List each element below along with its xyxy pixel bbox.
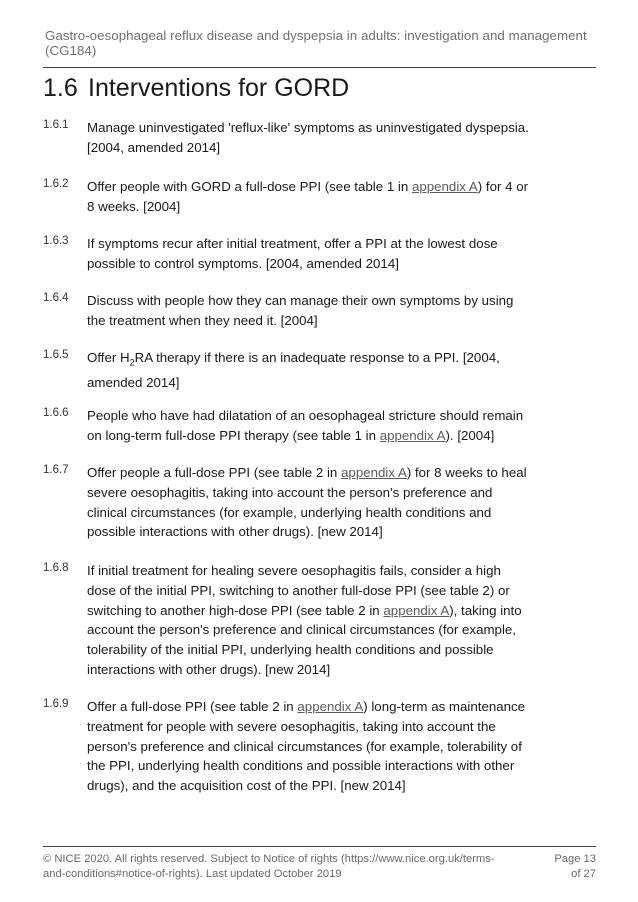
appendix-a-link[interactable]: appendix A — [411, 179, 478, 194]
rec-text-cont: ). [2004] — [445, 427, 495, 443]
recommendation-1-6-5 — [43, 348, 533, 393]
rec-text-cont: ) for 4 or 8 weeks. [2004] — [87, 179, 529, 214]
rec-subscript: 2 — [129, 357, 135, 368]
rec-text-cont: ), taking into account the person's preference and clinical circumstances (for example, tolerability of the initial PPI, underlying health conditions and possible interactions with other drugs). [new 2014] — [87, 602, 522, 677]
rec-number: 1.6.7 — [43, 464, 69, 476]
rec-text: Offer people with GORD a full-dose PPI (see table 1 in — [87, 179, 412, 194]
rec-number: 1.6.6 — [43, 407, 69, 419]
footer-copyright: © NICE 2020. All rights reserved. Subject to Notice of rights (https://www.nice.org.uk/terms-and-conditions#notice-of-rights). Last updated October 2019 — [43, 853, 495, 880]
rec-text-cont: ) for 8 weeks to heal severe oesophagitis, taking into account the person's preference and clinical circumstances (for example, underlying health conditions and possible interactions with other drugs). [new 2014] — [87, 465, 527, 540]
rec-number: 1.6.5 — [43, 349, 69, 361]
recommendation-1-6-6 — [43, 406, 533, 446]
appendix-a-link[interactable]: appendix A — [341, 465, 407, 480]
appendix-a-link[interactable]: appendix A — [383, 602, 450, 618]
rec-number: 1.6.2 — [43, 178, 69, 190]
recommendation-1-6-8 — [43, 561, 533, 680]
page-total: of 27 — [571, 867, 596, 880]
header-rule — [43, 67, 596, 68]
page-number — [526, 852, 596, 881]
rec-text: Manage uninvestigated 'reflux-like' symptoms as uninvestigated dyspepsia. [2004, amended 2014] — [87, 120, 529, 155]
rec-text: People who have had dilatation of an oesophageal stricture should remain on long-term full-dose PPI therapy (see table 1 in — [87, 408, 524, 443]
appendix-a-link[interactable]: appendix A — [297, 699, 364, 714]
recommendation-1-6-4 — [43, 291, 533, 331]
footer-rule — [43, 846, 596, 847]
page-label: Page 13 — [554, 853, 596, 865]
rec-number: 1.6.9 — [43, 698, 69, 710]
running-header: Gastro-oesophageal reflux disease and dyspepsia in adults: investigation and management (CG184) — [45, 28, 587, 58]
recommendation-1-6-2 — [43, 177, 533, 217]
rec-text: Offer H — [87, 350, 130, 365]
rec-number: 1.6.3 — [43, 235, 69, 247]
recommendation-1-6-1 — [43, 118, 533, 158]
rec-text: If symptoms recur after initial treatment, offer a PPI at the lowest dose possible to control symptoms. [2004, amended 2014] — [87, 236, 498, 271]
rec-number: 1.6.4 — [43, 292, 69, 304]
appendix-a-link[interactable]: appendix A — [379, 427, 446, 443]
recommendation-1-6-7 — [43, 463, 533, 542]
rec-text-cont: RA therapy if there is an inadequate response to a PPI. [2004, amended 2014] — [87, 350, 500, 391]
rec-text: Offer people a full-dose PPI (see table 2 in — [87, 465, 342, 480]
rec-number: 1.6.8 — [43, 562, 69, 574]
rec-number: 1.6.1 — [43, 119, 69, 131]
rec-text-cont: ) long-term as maintenance treatment for people with severe oesophagitis, taking into account the person's preference and clinical circumstances (for example, tolerability of the PPI, underlying health conditions and possible interactions with other drugs), and the acquisition cost of the PPI. [new 2014] — [87, 699, 526, 794]
recommendation-1-6-3 — [43, 234, 533, 274]
recommendation-1-6-9 — [43, 697, 533, 796]
section-number: 1.6 — [43, 74, 78, 102]
rec-text: Discuss with people how they can manage their own symptoms by using the treatment when they need it. [2004] — [87, 293, 514, 328]
rec-text: If initial treatment for healing severe oesophagitis fails, consider a high dose of the initial PPI, switching to another full-dose PPI (see table 2) or switching to another high-dose PPI (see table 2 in — [87, 563, 510, 618]
rec-text: Offer a full-dose PPI (see table 2 in — [87, 699, 298, 714]
section-heading — [43, 74, 349, 103]
section-title: Interventions for GORD — [88, 74, 350, 102]
